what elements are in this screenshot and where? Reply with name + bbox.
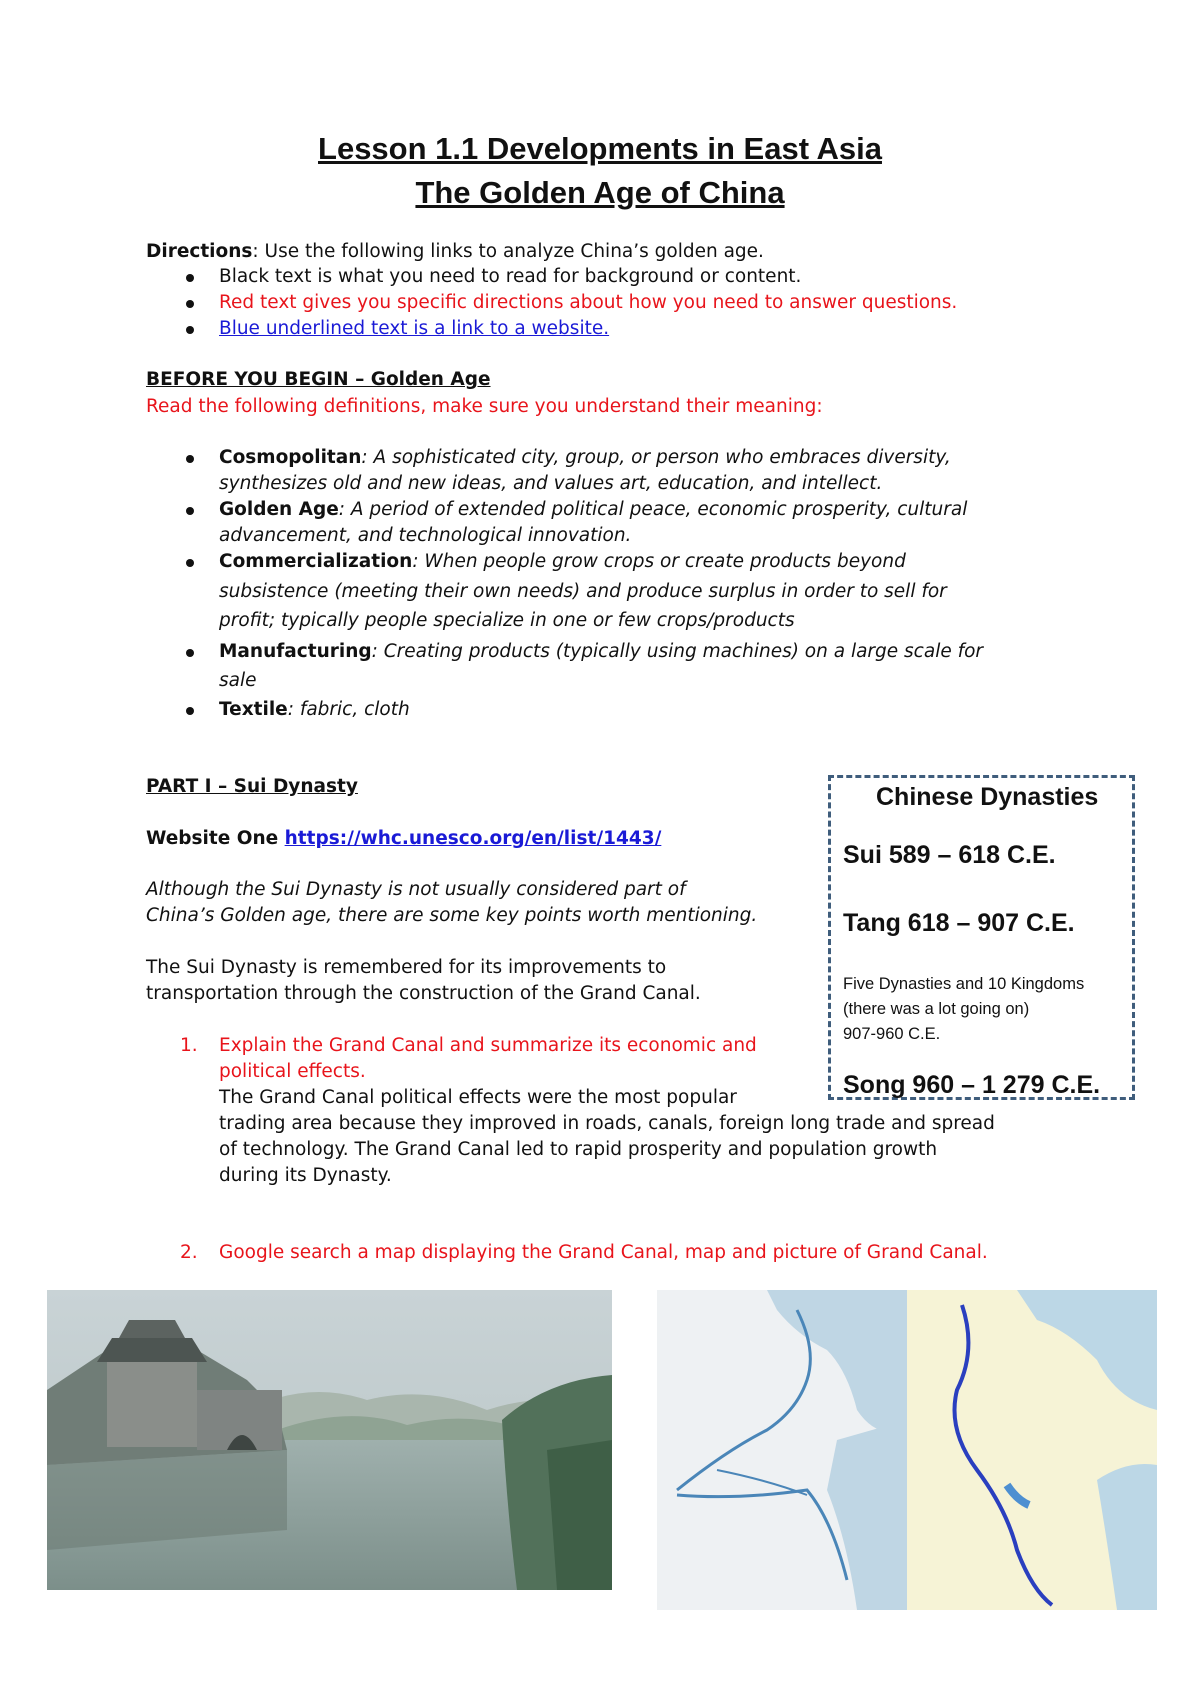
dynasty-five: (there was a lot going on) (843, 1000, 1030, 1018)
answer-1: of technology. The Grand Canal led to rapid prosperity and population growth (219, 1139, 938, 1160)
bullet-icon (186, 326, 194, 334)
definition-commercialization (219, 549, 906, 575)
definition-text: synthesizes old and new ideas, and values art, education, and intellect. (219, 473, 883, 494)
bullet-icon (186, 707, 194, 715)
definition-textile (219, 697, 410, 723)
answer-1: during its Dynasty. (219, 1165, 392, 1186)
definition-text: subsistence (meeting their own needs) and produce surplus in order to sell for (219, 581, 947, 602)
definition-text: advancement, and technological innovation. (219, 525, 632, 546)
intro-text: The Sui Dynasty is remembered for its improvements to (146, 957, 667, 978)
question-1: political effects. (219, 1061, 366, 1082)
answer-1: trading area because they improved in roads, canals, foreign long trade and spread (219, 1113, 995, 1134)
dynasty-five: Five Dynasties and 10 Kingdoms (843, 975, 1085, 993)
question-1-number: 1. (180, 1035, 198, 1056)
definition-golden-age (219, 497, 967, 523)
definition-term: Golden Age (219, 499, 339, 520)
bullet-icon (186, 559, 194, 567)
before-instruction: Read the following definitions, make sure you understand their meaning: (146, 396, 823, 417)
definition-text: : fabric, cloth (287, 699, 410, 720)
definition-term: Cosmopolitan (219, 447, 362, 468)
definition-text: : When people grow crops or create products beyond (412, 551, 906, 572)
dynasty-sui: Sui 589 – 618 C.E. (843, 841, 1056, 869)
definition-text: : A period of extended political peace, economic prosperity, cultural (338, 499, 968, 520)
dynasties-box (828, 775, 1135, 1100)
dynasty-tang: Tang 618 – 907 C.E. (843, 909, 1075, 937)
website-label: Website One (146, 828, 285, 849)
page-subtitle: The Golden Age of China (415, 175, 785, 210)
dynasty-five: 907-960 C.E. (843, 1025, 941, 1043)
bullet-icon (186, 649, 194, 657)
bullet-icon (186, 507, 194, 515)
part1-heading: PART I – Sui Dynasty (146, 776, 358, 797)
definition-manufacturing (219, 639, 983, 665)
italic-note: Although the Sui Dynasty is not usually considered part of (146, 879, 686, 900)
italic-note: China’s Golden age, there are some key points worth mentioning. (146, 905, 758, 926)
definition-cosmopolitan (219, 445, 951, 471)
question-2-number: 2. (180, 1242, 198, 1263)
bullet-icon (186, 300, 194, 308)
definition-text: : A sophisticated city, group, or person who embraces diversity, (361, 447, 951, 468)
website-one-line (146, 826, 661, 852)
grand-canal-photo (47, 1290, 612, 1590)
directions-bullet-link[interactable]: Blue underlined text is a link to a website. (219, 318, 610, 339)
definition-text: sale (219, 670, 257, 691)
definition-term: Commercialization (219, 551, 413, 572)
dynasties-title: Chinese Dynasties (876, 783, 1099, 811)
directions-label: Directions (146, 241, 253, 262)
page-title: Lesson 1.1 Developments in East Asia (318, 131, 882, 166)
question-2: Google search a map displaying the Grand Canal, map and picture of Grand Canal. (219, 1242, 988, 1263)
definition-term: Textile (219, 699, 288, 720)
directions-bullet-black: Black text is what you need to read for background or content. (219, 266, 802, 287)
website-one-link[interactable]: https://whc.unesco.org/en/list/1443/ (284, 828, 662, 849)
definition-term: Manufacturing (219, 641, 372, 662)
directions-line (146, 239, 764, 265)
answer-1: The Grand Canal political effects were the most popular (219, 1087, 737, 1108)
definition-text: profit; typically people specialize in one or few crops/products (219, 610, 795, 631)
before-heading: BEFORE YOU BEGIN – Golden Age (146, 369, 491, 390)
dynasty-song: Song 960 – 1 279 C.E. (843, 1071, 1101, 1099)
directions-text: : Use the following links to analyze China’s golden age. (252, 241, 764, 262)
bullet-icon (186, 455, 194, 463)
grand-canal-map (657, 1290, 1157, 1610)
bullet-icon (186, 274, 194, 282)
question-1: Explain the Grand Canal and summarize its economic and (219, 1035, 757, 1056)
intro-text: transportation through the construction of the Grand Canal. (146, 983, 701, 1004)
directions-bullet-red: Red text gives you specific directions about how you need to answer questions. (219, 292, 958, 313)
definition-text: : Creating products (typically using machines) on a large scale for (371, 641, 984, 662)
